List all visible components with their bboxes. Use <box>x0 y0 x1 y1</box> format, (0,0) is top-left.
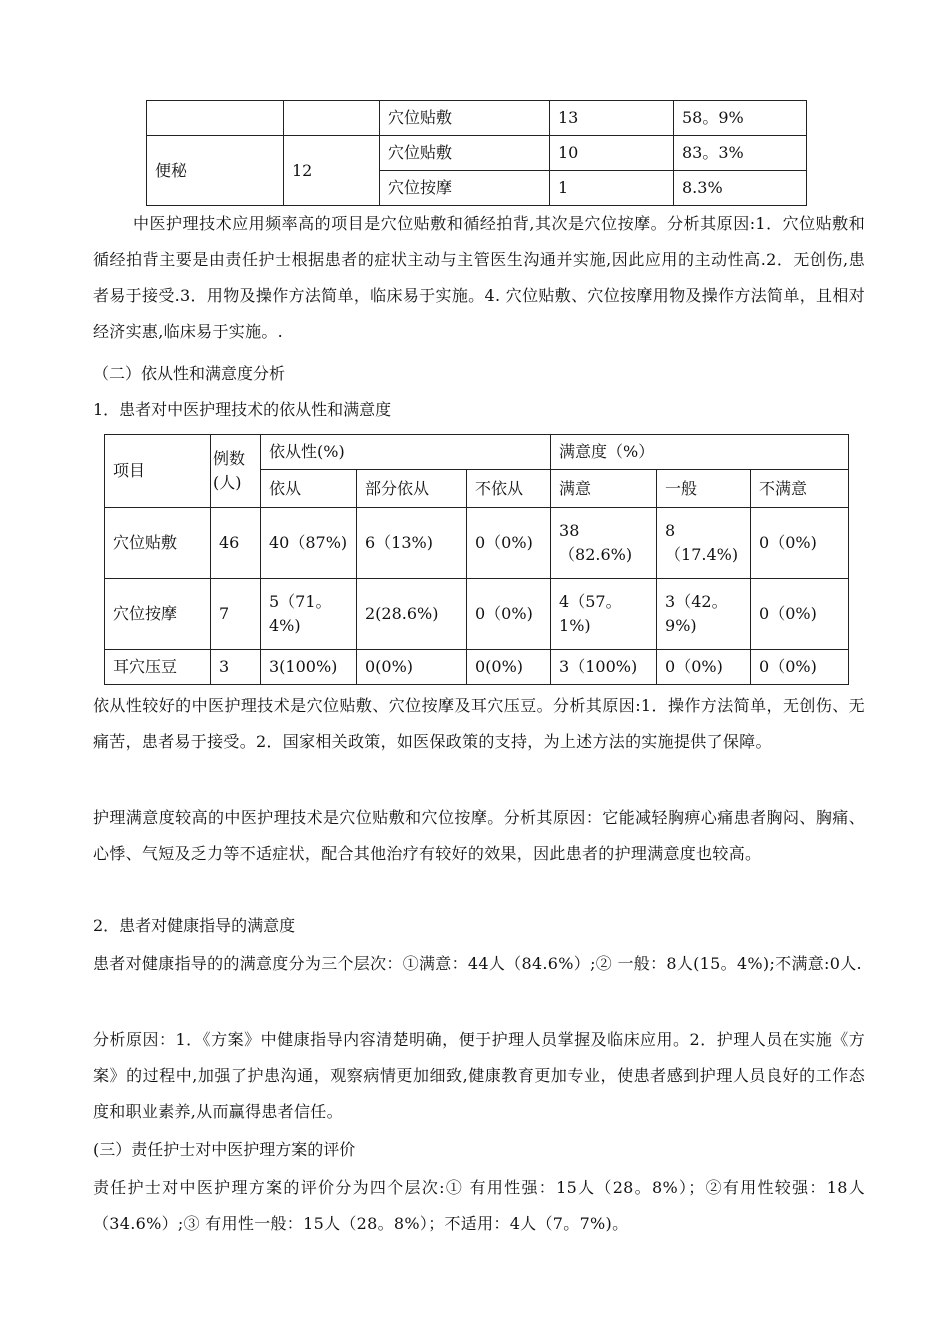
table-cell: 3(100%) <box>261 650 357 685</box>
table-cell <box>147 101 284 136</box>
row-name: 耳穴压豆 <box>105 650 211 685</box>
usage-table <box>146 100 807 206</box>
row-name: 穴位按摩 <box>105 579 211 650</box>
paragraph-guidance-satisfaction: 患者对健康指导的的满意度分为三个层次：①满意：44人（84.6%）;② 一般：8人(15。4%);不满意:0人. <box>93 954 862 973</box>
compliance-satisfaction-table <box>104 434 849 685</box>
table-cell: 5（71。4%) <box>261 579 357 650</box>
table-cell: 4（57。1%) <box>551 579 657 650</box>
subsection-heading: 2．患者对健康指导的满意度 <box>93 916 296 935</box>
table-cell: 0(0%) <box>467 650 551 685</box>
table-cell: 13 <box>550 101 674 136</box>
table-row <box>147 101 807 136</box>
table-cell: 0(0%) <box>357 650 467 685</box>
section-heading: （二）依从性和满意度分析 <box>93 364 286 383</box>
table-cell: 1 <box>550 171 674 206</box>
table-row <box>147 136 807 171</box>
row-name: 穴位贴敷 <box>105 508 211 579</box>
table-cell: 0（0%) <box>751 579 849 650</box>
subheader: 依从 <box>261 470 357 508</box>
header-compliance: 依从性(%) <box>261 435 551 470</box>
table-header-row <box>105 435 849 470</box>
table-cell: 8（17.4%) <box>657 508 751 579</box>
paragraph-guidance-analysis: 分析原因：1．《方案》中健康指导内容清楚明确，便于护理人员掌握及临床应用。2．护理人员在实施《方案》的过程中,加强了护患沟通，观察病情更加细致,健康教育更加专业，使患者感到护理人员良好的工作态度和职业素养,从而赢得患者信任。 <box>93 1030 865 1121</box>
paragraph-satisfaction-analysis: 护理满意度较高的中医护理技术是穴位贴敷和穴位按摩。分析其原因：它能减轻胸痹心痛患者胸闷、胸痛、心悸、气短及乏力等不适症状，配合其他治疗有较好的效果，因此患者的护理满意度也较高。 <box>93 808 865 863</box>
table-cell: 0（0%) <box>657 650 751 685</box>
subheader: 满意 <box>551 470 657 508</box>
table-cell: 83。3% <box>674 136 807 171</box>
subheader: 不满意 <box>751 470 849 508</box>
header-item: 项目 <box>105 435 211 508</box>
paragraph-compliance-analysis: 依从性较好的中医护理技术是穴位贴敷、穴位按摩及耳穴压豆。分析其原因:1．操作方法简单，无创伤、无痛苦，患者易于接受。2．国家相关政策，如医保政策的支持，为上述方法的实施提供了保障。 <box>93 696 865 751</box>
table-cell-count: 12 <box>284 136 380 206</box>
table-cell: 6（13%) <box>357 508 467 579</box>
row-count: 3 <box>211 650 261 685</box>
subheader: 部分依从 <box>357 470 467 508</box>
table-cell: 穴位贴敷 <box>380 136 550 171</box>
header-satisfaction: 满意度（%） <box>551 435 849 470</box>
table-row <box>105 579 849 650</box>
subsection-heading: 1．患者对中医护理技术的依从性和满意度 <box>93 400 392 419</box>
table-cell: 2(28.6%) <box>357 579 467 650</box>
row-count: 7 <box>211 579 261 650</box>
table-cell: 8.3% <box>674 171 807 206</box>
paragraph-nurse-evaluation: 责任护士对中医护理方案的评价分为四个层次:① 有用性强：15人（28。8%）；②有用性较强：18人（34.6%）;③ 有用性一般：15人（28。8%）；不适用：4人（7。7%)。 <box>93 1178 865 1233</box>
table-cell: 3（42。9%) <box>657 579 751 650</box>
paragraph-usage-analysis: 中医护理技术应用频率高的项目是穴位贴敷和循经拍背,其次是穴位按摩。分析其原因:1．穴位贴敷和循经拍背主要是由责任护士根据患者的症状主动与主管医生沟通并实施,因此应用的主动性高.2．无创伤,患者易于接受.3．用物及操作方法简单，临床易于实施。4. 穴位贴敷、穴位按摩用物及操作方法简单，且相对经济实惠,临床易于实施。. <box>93 214 865 341</box>
table-cell: 0（0%) <box>467 579 551 650</box>
row-count: 46 <box>211 508 261 579</box>
subheader: 不依从 <box>467 470 551 508</box>
table-cell: 0（0%) <box>467 508 551 579</box>
table-cell: 0（0%) <box>751 508 849 579</box>
subheader: 一般 <box>657 470 751 508</box>
table-cell <box>284 101 380 136</box>
header-count: 例数(人) <box>211 435 261 508</box>
table-cell: 穴位贴敷 <box>380 101 550 136</box>
table-cell: 10 <box>550 136 674 171</box>
table-cell-condition: 便秘 <box>147 136 284 206</box>
section-heading: (三）责任护士对中医护理方案的评价 <box>93 1140 356 1159</box>
table-cell: 0（0%) <box>751 650 849 685</box>
table-cell: 38（82.6%) <box>551 508 657 579</box>
table-cell: 58。9% <box>674 101 807 136</box>
table-row <box>105 508 849 579</box>
table-cell: 穴位按摩 <box>380 171 550 206</box>
table-row <box>105 650 849 685</box>
table-cell: 40（87%) <box>261 508 357 579</box>
table-cell: 3（100%) <box>551 650 657 685</box>
